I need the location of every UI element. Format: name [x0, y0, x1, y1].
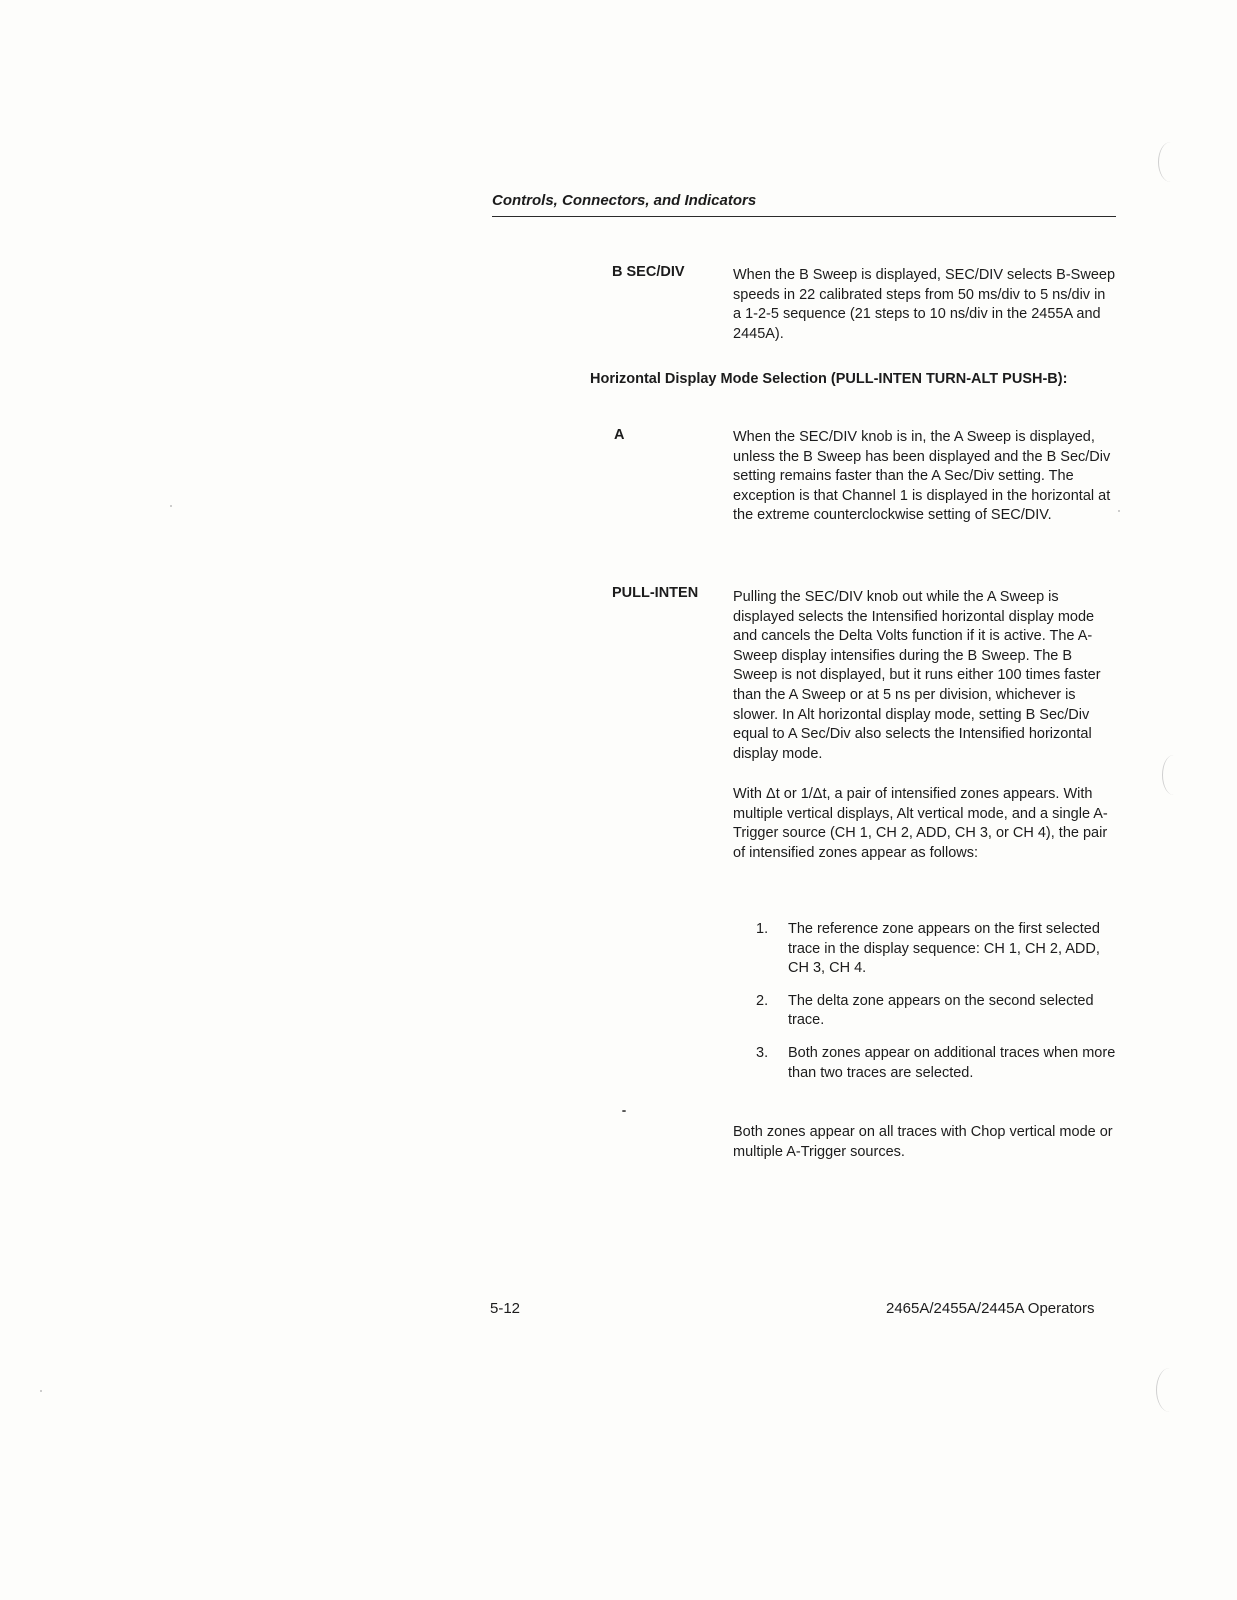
section-title: Controls, Connectors, and Indicators — [492, 192, 757, 209]
term-a: A — [614, 427, 625, 443]
scan-artifact — [1162, 755, 1185, 795]
manual-title: 2465A/2455A/2445A Operators — [886, 1300, 1095, 1317]
description-pull-inten-2: With Δt or 1/Δt, a pair of intensified zones appears. With multiple vertical displays, Alt vertical mode, and a single A-Trigger source (CH 1, CH 2, ADD, CH 3, or CH 4), the pair of intensified zones appear as follows: — [733, 786, 1108, 861]
scan-artifact — [1156, 1368, 1183, 1412]
scan-speck — [40, 1390, 42, 1392]
subheading-horizontal-display-mode: Horizontal Display Mode Selection (PULL-INTEN TURN-ALT PUSH-B): — [590, 371, 1068, 387]
scan-speck — [170, 505, 172, 507]
list-item-number: 1. — [756, 921, 769, 937]
list-item — [756, 1044, 1118, 1083]
page-number: 5-12 — [490, 1300, 521, 1317]
description-b-sec-div: When the B Sweep is displayed, SEC/DIV selects B-Sweep speeds in 22 calibrated steps from 50 ms/div to 5 ns/div in a 1-2-5 sequence (21 steps to 10 ns/div in the 2455A and 2445A). — [733, 267, 1116, 342]
scan-speck — [622, 1110, 626, 1112]
list-item — [756, 992, 1118, 1031]
term-b-sec-div: B SEC/DIV — [612, 264, 685, 280]
list-item-number: 2. — [756, 992, 769, 1009]
description-pull-inten-3: Both zones appear on all traces with Chop vertical mode or multiple A-Trigger sources. — [733, 1124, 1113, 1160]
intensified-zones-list — [756, 920, 1118, 1096]
description-a: When the SEC/DIV knob is in, the A Sweep is displayed, unless the B Sweep has been displayed and the B Sec/Div setting remains faster than the A Sec/Div setting. The exception is that Channel 1 is displayed in the horizontal at the extreme counterclockwise setting of SEC/DIV. — [733, 429, 1111, 524]
description-pull-inten-1: Pulling the SEC/DIV knob out while the A Sweep is displayed selects the Intensified horizontal display mode and cancels the Delta Volts function if it is active. The A-Sweep display intensifies during the B Sweep. The B Sweep is not displayed, but it runs either 100 times faster than the A Sweep or at 5 ns per division, whichever is slower. In Alt horizontal display mode, setting B Sec/Div equal to A Sec/Div also selects the Intensified horizontal display mode. — [733, 589, 1101, 762]
list-item-text: Both zones appear on additional traces when more than two traces are selected. — [788, 1044, 1116, 1081]
list-item-text: The delta zone appears on the second selected trace. — [788, 992, 1094, 1029]
running-header — [492, 192, 1116, 217]
list-item-text: The reference zone appears on the first selected trace in the display sequence: CH 1, CH 2, ADD, CH 3, CH 4. — [788, 921, 1100, 977]
scan-speck — [1118, 510, 1120, 512]
list-item-number: 3. — [756, 1044, 769, 1061]
list-item — [756, 920, 1118, 979]
term-pull-inten: PULL-INTEN — [612, 585, 699, 601]
scan-artifact — [1158, 142, 1183, 182]
